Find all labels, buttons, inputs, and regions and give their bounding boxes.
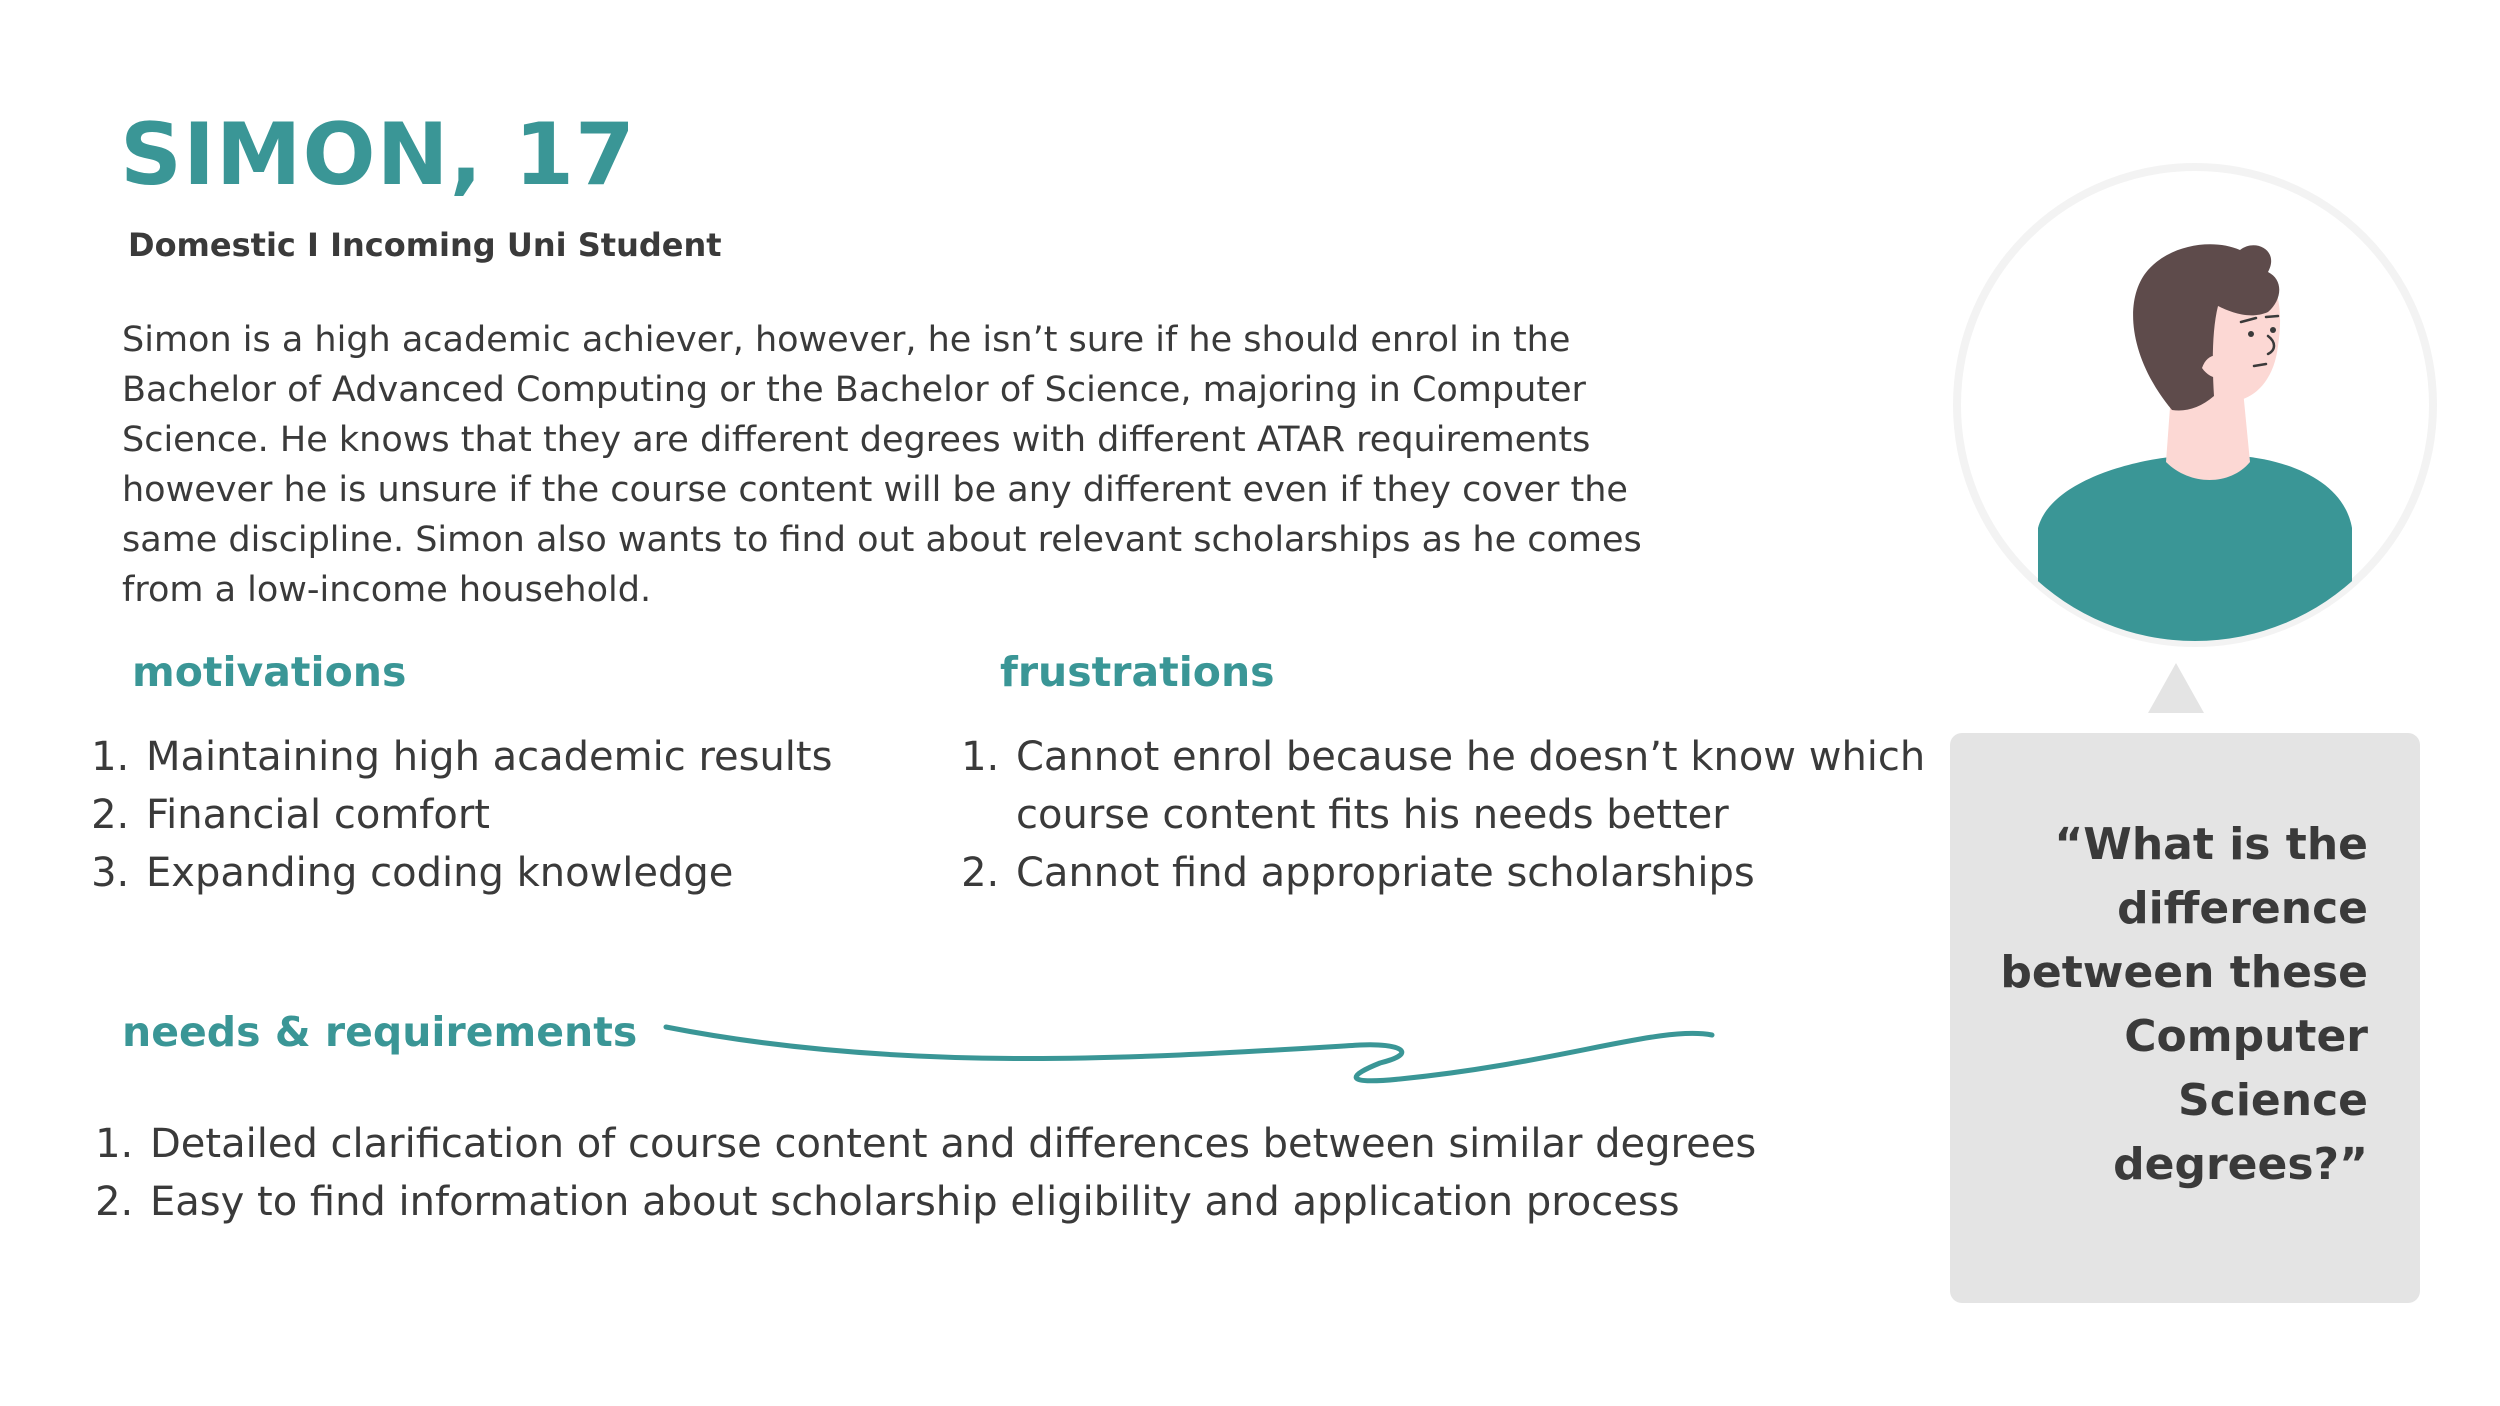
quote-box — [1950, 733, 2420, 1303]
needs-heading: needs & requirements — [122, 1008, 638, 1056]
avatar — [1950, 160, 2440, 650]
motivations-heading: motivations — [132, 648, 407, 696]
motivations-list — [72, 728, 1002, 902]
person-avatar-icon — [1950, 160, 2440, 650]
squiggle-line-icon — [660, 1005, 1740, 1095]
motivation-item: 3. Expanding coding knowledge — [142, 844, 1002, 902]
need-item: 2. Easy to find information about scholarship eligibility and application process — [146, 1173, 1986, 1231]
frustration-item: 2. Cannot find appropriate scholarships — [1012, 844, 1972, 902]
motivation-item: 1. Maintaining high academic results — [142, 728, 1002, 786]
frustrations-list — [942, 728, 1972, 902]
persona-name: SIMON, 17 — [120, 105, 636, 205]
needs-list — [76, 1115, 1986, 1231]
persona-bio: Simon is a high academic achiever, however, he isn’t sure if he should enrol in the Bachelor of Advanced Computing or the Bachelor of Science, majoring in Computer Science. He knows that they are different degrees with different ATAR requirements however he is unsure if the course content will be any different even if they cover the same discipline. Simon also wants to find out about relevant scholarships as he comes from a low-income household. — [122, 320, 1642, 610]
speech-pointer-icon — [2148, 663, 2204, 713]
frustration-item: 1. Cannot enrol because he doesn’t know which course content fits his needs better — [1012, 728, 1972, 844]
frustrations-heading: frustrations — [1000, 648, 1275, 696]
persona-quote: “What is the difference between these Computer Science degrees?” — [2000, 819, 2368, 1190]
need-item: 1. Detailed clarification of course content and differences between similar degrees — [146, 1115, 1986, 1173]
persona-subtitle: Domestic I Incoming Uni Student — [128, 226, 722, 264]
motivation-item: 2. Financial comfort — [142, 786, 1002, 844]
